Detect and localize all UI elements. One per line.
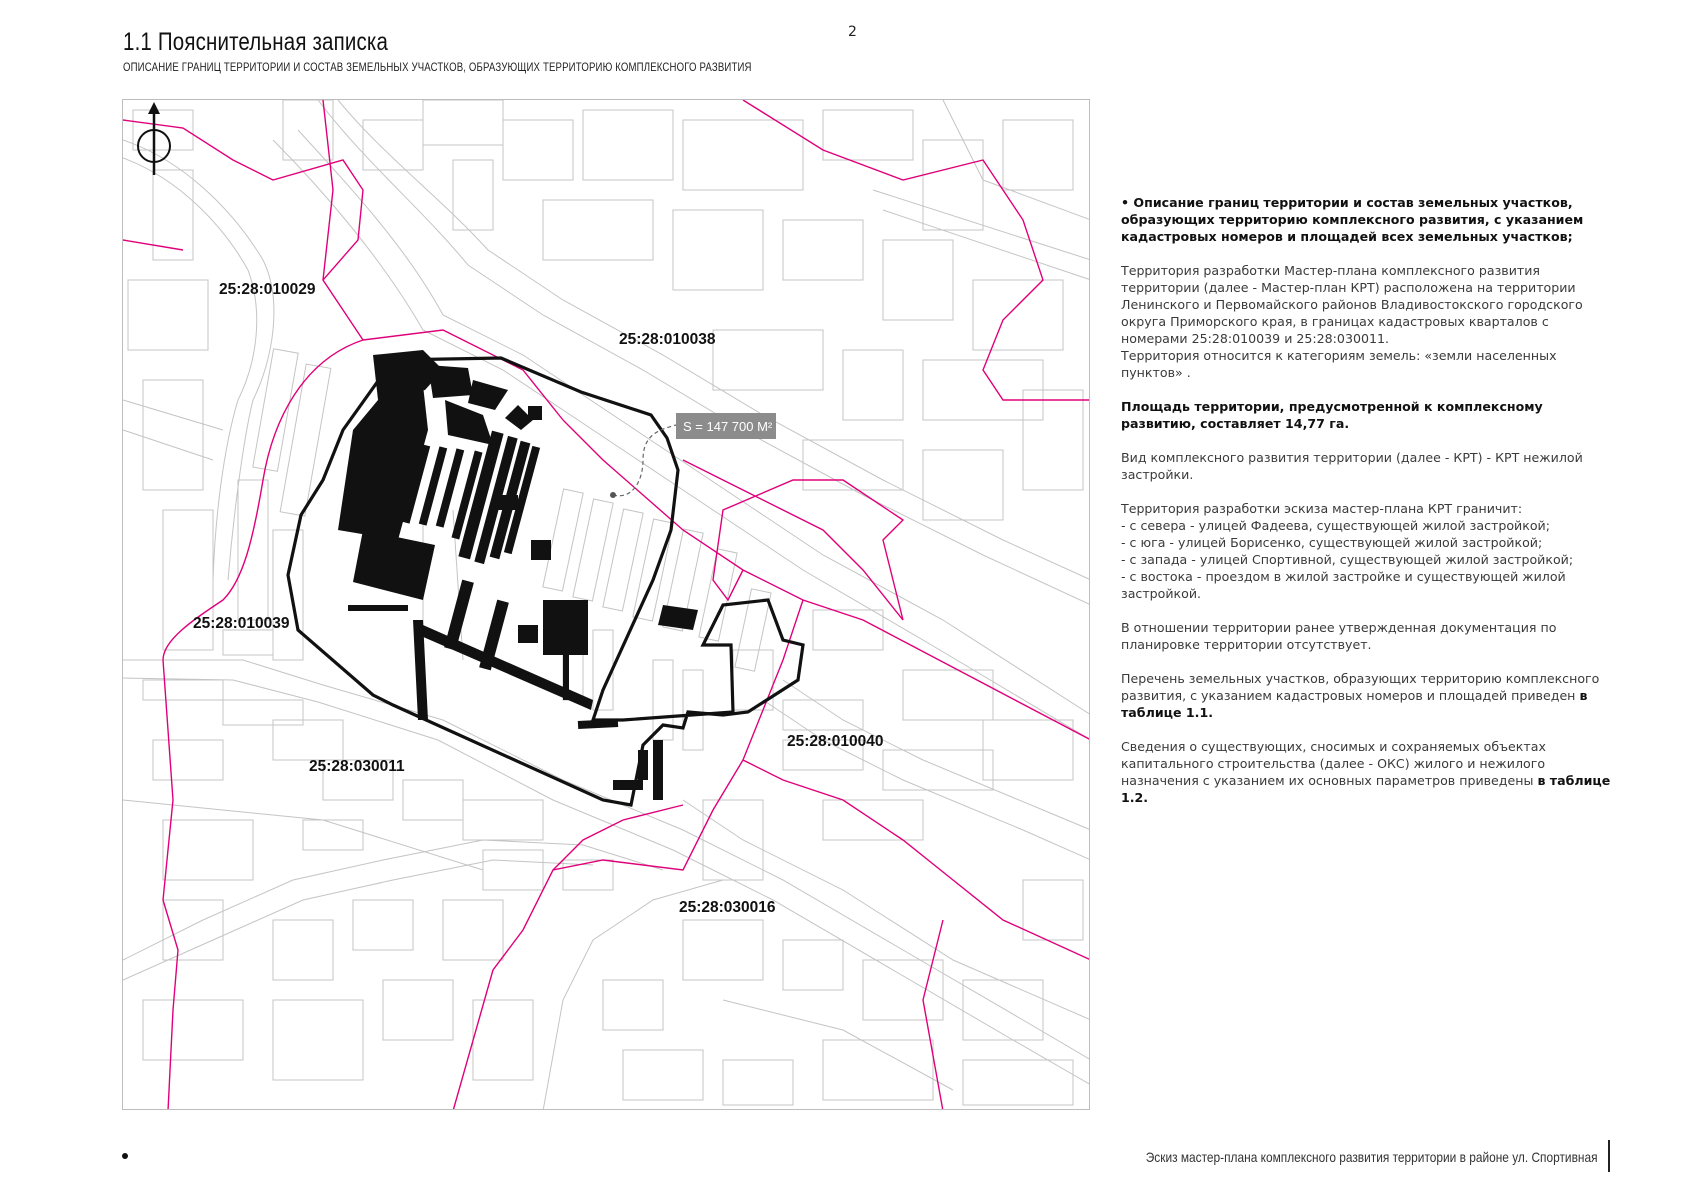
text-borders: Территория разработки эскиза мастер-плана КРТ граничит: - с севера - улицей Фадеева, существующей жилой застройкой; - с юга - улицей Борисенко, существующей жилой застройкой; - с запада - улицей Спортивной, существующей жилой застройкой; - с востока - проездом в жилой застройке и существующей жилой застройкой. <box>1121 501 1574 601</box>
site-buildings <box>338 350 698 800</box>
quarter-labels <box>193 281 884 916</box>
text-objects-ref: в таблице 1.2. <box>1121 773 1611 805</box>
text-area: Площадь территории, предусмотренной к комплексному развитию, составляет 14,77 га. <box>1121 399 1543 431</box>
text-land-plots <box>1121 670 1611 721</box>
text-documentation: В отношении территории ранее утвержденная документация по планировке территории отсутствует. <box>1121 620 1557 652</box>
text-land-plots-main: Перечень земельных участков, образующих территорию комплексного развития, с указанием кадастровых номеров и площадей приведен <box>1121 671 1600 703</box>
footer-caption: Эскиз мастер-плана комплексного развития территории в районе ул. Спортивная <box>1146 1149 1598 1165</box>
north-arrow-icon <box>138 102 170 175</box>
footer-bullet <box>122 1153 128 1159</box>
text-objects-main: Сведения о существующих, сносимых и сохраняемых объектах капитального строительства (далее - ОКС) жилого и нежилого назначения с указанием их основных параметров приведены <box>1121 739 1546 788</box>
quarter-label-030016: 25:28:030016 <box>679 899 776 916</box>
text-land-plots-ref: в таблице 1.1. <box>1121 688 1588 720</box>
text-location: Территория разработки Мастер-плана комплексного развития территории (далее - Мастер-план КРТ) расположена на территории Ленинского и Первомайского районов Владивостокского городского округа Приморского края, в границах кадастровых кварталов с номерами 25:28:010039 и 25:28:030011. Территория относится к категориям земель: «земли населенных пунктов» . <box>1121 263 1583 380</box>
footer-divider <box>1608 1140 1610 1172</box>
page-title: 1.1 Пояснительная записка <box>123 28 389 56</box>
map-svg <box>123 100 1090 1110</box>
page-subtitle: ОПИСАНИЕ ГРАНИЦ ТЕРРИТОРИИ И СОСТАВ ЗЕМЕЛЬНЫХ УЧАСТКОВ, ОБРАЗУЮЩИХ ТЕРРИТОРИЮ КОМПЛЕКСНОГО РАЗВИТИЯ <box>123 60 752 74</box>
existing-buildings <box>128 100 1083 1105</box>
quarter-label-010038: 25:28:010038 <box>619 331 716 348</box>
explanatory-text <box>1121 194 1611 823</box>
page-number: 2 <box>848 24 857 40</box>
area-label: S = 147 700 М² <box>683 419 773 434</box>
quarter-label-010039: 25:28:010039 <box>193 615 290 632</box>
text-development-type: Вид комплексного развития территории (далее - КРТ) - КРТ нежилой застройки. <box>1121 450 1583 482</box>
site-plan-map <box>122 99 1090 1110</box>
text-objects <box>1121 738 1611 806</box>
text-heading: • Описание границ территории и состав земельных участков, образующих территорию комплексного развития, с указанием кадастровых номеров и площадей всех земельных участков; <box>1121 195 1584 244</box>
quarter-label-010029: 25:28:010029 <box>219 281 316 298</box>
area-tag <box>610 413 776 498</box>
quarter-label-030011: 25:28:030011 <box>309 758 405 775</box>
quarter-label-010040: 25:28:010040 <box>787 733 884 750</box>
